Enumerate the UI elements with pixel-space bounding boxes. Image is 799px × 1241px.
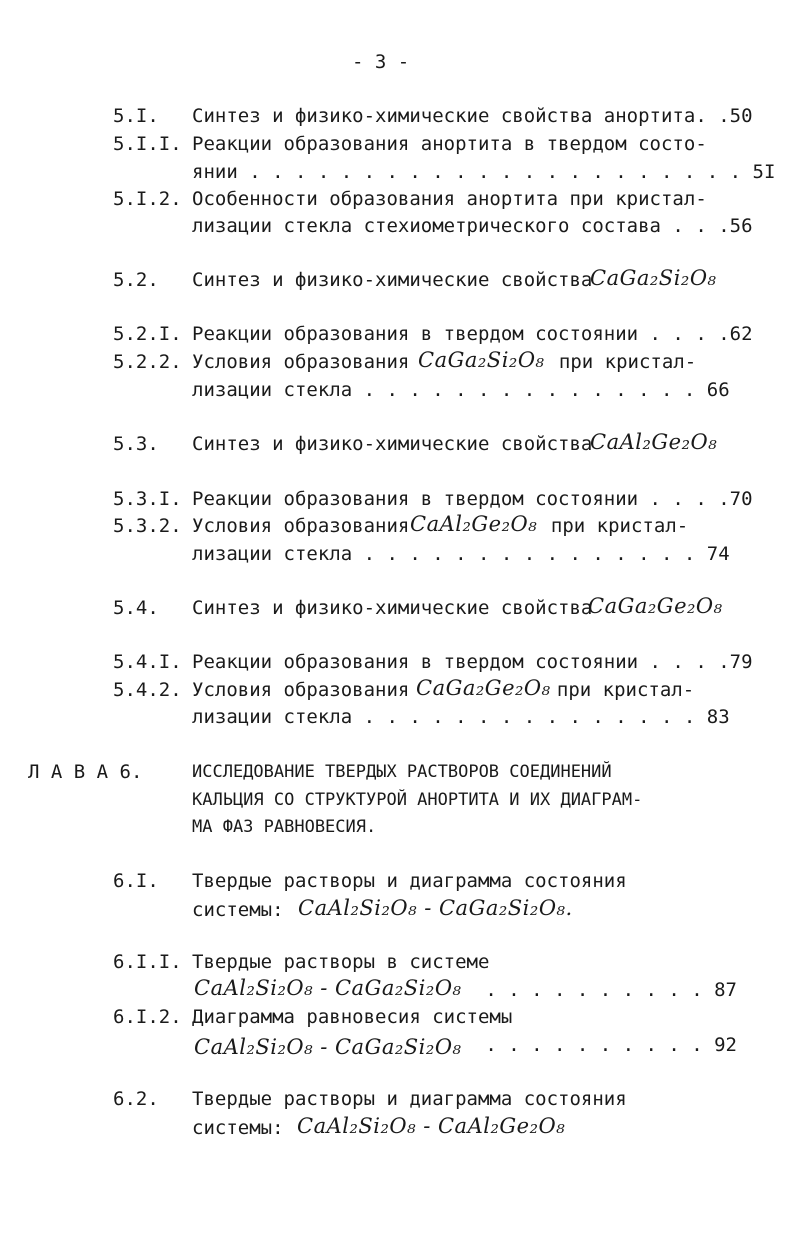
- toc-number: 5.3.: [113, 433, 159, 455]
- toc-number: 5.I.: [113, 105, 159, 127]
- toc-number: 5.I.2.: [113, 188, 182, 210]
- chapter-title: КАЛЬЦИЯ СО СТРУКТУРОЙ АНОРТИТА И ИХ ДИАГРАМ-: [192, 790, 643, 810]
- toc-number: 6.I.: [113, 870, 159, 892]
- toc-number: 5.3.I.: [113, 488, 182, 510]
- toc-number: 5.2.I.: [113, 323, 182, 345]
- toc-entry-text: Синтез и физико-химические свойства: [192, 433, 604, 455]
- toc-entry-text: при кристал-: [536, 351, 697, 373]
- toc-number: 5.I.I.: [113, 133, 182, 155]
- toc-number: 6.I.I.: [113, 951, 182, 973]
- toc-entry-text: Реакции образования анортита в твердом состо-: [192, 133, 707, 155]
- toc-number: 6.2.: [113, 1088, 159, 1110]
- toc-entry-text: Твердые растворы в системе: [192, 951, 490, 973]
- page-number: - 3 -: [352, 51, 410, 73]
- toc-dots-page: . . . . . . . . . . 92: [485, 1034, 737, 1056]
- toc-entry-text: при кристал-: [534, 679, 695, 701]
- toc-entry-text: при кристал-: [528, 515, 689, 537]
- toc-entry-text: Условия образования: [192, 351, 421, 373]
- chapter-title: ИССЛЕДОВАНИЕ ТВЕРДЫХ РАСТВОРОВ СОЕДИНЕНИЙ: [192, 762, 612, 782]
- toc-entry-text: Реакции образования в твердом состоянии . . . .62: [192, 323, 753, 345]
- toc-entry-text: Условия образования: [192, 679, 421, 701]
- toc-entry-text: янии . . . . . . . . . . . . . . . . . . . . . . 5I: [192, 161, 776, 183]
- chemical-formula: CaAl₂Ge₂O₈: [590, 430, 718, 454]
- toc-entry-text: Особенности образования анортита при кристал-: [192, 188, 707, 210]
- toc-number: 5.2.: [113, 269, 159, 291]
- chemical-formula: CaAl₂Ge₂O₈: [410, 512, 538, 536]
- toc-entry-text: системы:: [192, 1117, 295, 1139]
- toc-entry-text: Реакции образования в твердом состоянии . . . .79: [192, 651, 753, 673]
- toc-entry-text: лизации стекла . . . . . . . . . . . . . . . 74: [192, 543, 730, 565]
- toc-entry-text: Синтез и физико-химические свойства: [192, 597, 604, 619]
- toc-dots-page: . . . . . . . . . . 87: [485, 979, 737, 1001]
- toc-entry-text: Условия образования: [192, 515, 421, 537]
- chemical-formula: CaGa₂Si₂O₈: [590, 266, 717, 290]
- toc-number: 5.4.: [113, 597, 159, 619]
- toc-entry-text: Синтез и физико-химические свойства: [192, 269, 604, 291]
- toc-entry-text: Твердые растворы и диаграмма состояния: [192, 1088, 627, 1110]
- toc-entry-text: Синтез и физико-химические свойства анортита. .50: [192, 105, 753, 127]
- chemical-formula: CaGa₂Ge₂O₈: [416, 676, 551, 700]
- toc-number: 5.2.2.: [113, 351, 182, 373]
- chemical-formula: CaGa₂Si₂O₈: [418, 348, 545, 372]
- chemical-formula: CaAl₂Si₂O₈ - CaGa₂Si₂O₈.: [298, 896, 573, 920]
- toc-entry-text: Твердые растворы и диаграмма состояния: [192, 870, 627, 892]
- chemical-formula: CaAl₂Si₂O₈ - CaGa₂Si₂O₈: [194, 976, 462, 1000]
- toc-entry-text: системы:: [192, 899, 295, 921]
- toc-entry-text: лизации стекла стехиометрического состава . . .56: [192, 215, 753, 237]
- toc-entry-text: Диаграмма равновесия системы: [192, 1006, 513, 1028]
- chapter-title: МА ФАЗ РАВНОВЕСИЯ.: [192, 817, 377, 837]
- toc-number: 5.3.2.: [113, 515, 182, 537]
- toc-entry-text: лизации стекла . . . . . . . . . . . . . . . 83: [192, 706, 730, 728]
- toc-number: 5.4.2.: [113, 679, 182, 701]
- chemical-formula: CaGa₂Ge₂O₈: [588, 594, 723, 618]
- chemical-formula: CaAl₂Si₂O₈ - CaAl₂Ge₂O₈: [297, 1114, 566, 1138]
- chapter-number: Л А В А 6.: [28, 761, 143, 783]
- toc-number: 5.4.I.: [113, 651, 182, 673]
- toc-entry-text: лизации стекла . . . . . . . . . . . . . . . 66: [192, 379, 730, 401]
- toc-number: 6.I.2.: [113, 1006, 182, 1028]
- toc-entry-text: Реакции образования в твердом состоянии . . . .70: [192, 488, 753, 510]
- chemical-formula: CaAl₂Si₂O₈ - CaGa₂Si₂O₈: [194, 1035, 462, 1059]
